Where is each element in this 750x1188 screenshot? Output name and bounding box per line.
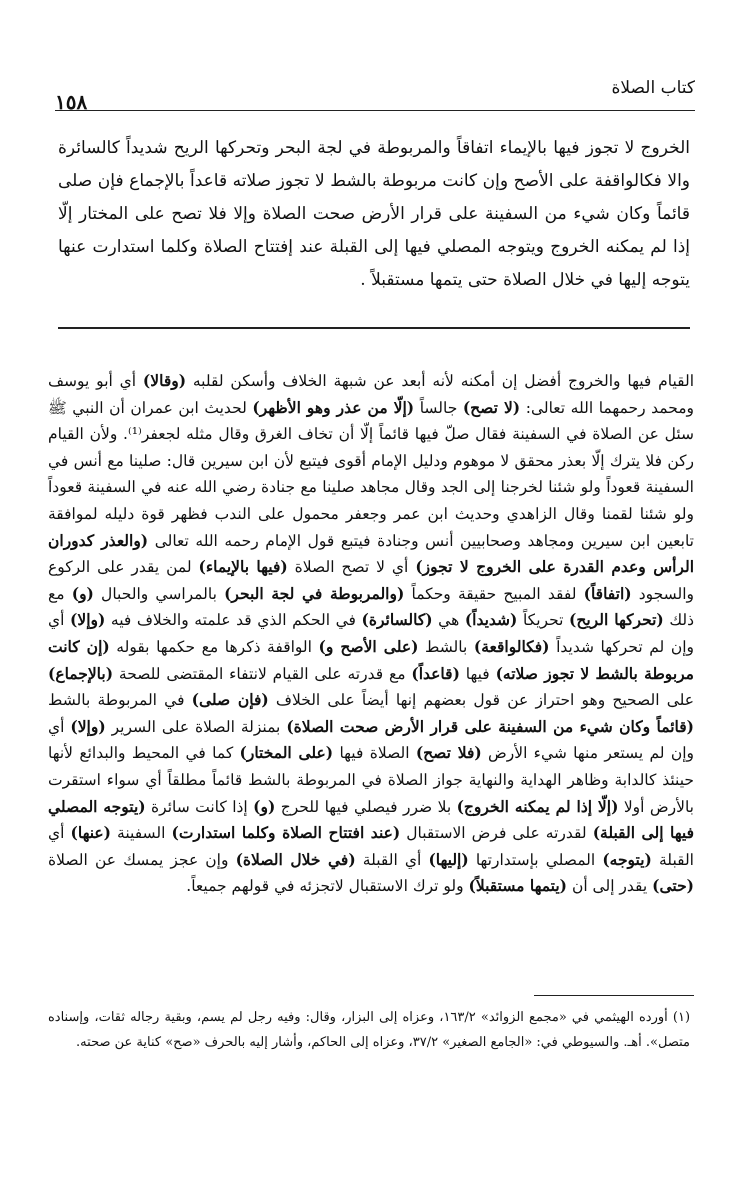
footnote-rule [534, 995, 694, 996]
quoted-matn-text: (فلا تصح) [415, 743, 482, 763]
quoted-matn-text: (تحركها الريح) [569, 610, 664, 630]
commentary-text: أي القبلة [355, 850, 429, 869]
commentary-text: أي القبلة [48, 824, 694, 869]
commentary-text: ولو ترك الاستقبال لاتجزئه في قولهم جميعاً. [186, 877, 469, 896]
commentary-text: وإن عجز يمسك عن الصلاة [48, 850, 236, 869]
quoted-matn-text: (إلّا من عذر وهو الأظهر) [252, 397, 415, 417]
commentary [48, 368, 694, 900]
quoted-matn-text: (على المختار) [239, 743, 334, 763]
commentary-text: على الصحيح وهو احتراز عن قول بعضهم إنها أيضاً على الخلاف [268, 691, 695, 710]
commentary-text: أي أبو يوسف ومحمد رحمهما الله تعالى: [48, 372, 695, 417]
quoted-matn-text: (وقالا) [142, 371, 187, 390]
quoted-matn-text: (يتوجه المصلي فيها إلى القبلة) [48, 796, 694, 843]
commentary-text: هي [432, 611, 465, 630]
main-text [58, 132, 690, 297]
commentary-text: الواقفة ذكرها مع حكمها بقوله [109, 637, 319, 656]
commentary-text: تحريكاً [517, 611, 570, 630]
quoted-matn-text: (اتفاقاً) [583, 583, 632, 603]
commentary-text: مع قدرته على القيام لانتفاء المقتضى للصحة [113, 664, 412, 683]
commentary-text: أي لا تصح الصلاة [287, 558, 416, 577]
commentary-text: الصلاة فيها [333, 744, 416, 763]
quoted-matn-text: (حتى) [652, 876, 694, 896]
commentary-text: جالساً [414, 398, 463, 417]
quoted-matn-text: (على الأصح و) [318, 636, 419, 656]
quoted-matn-text: (في خلال الصلاة) [235, 849, 356, 869]
commentary-text: يقدر إلى أن [567, 877, 653, 896]
commentary-text: لمن يقدر على الركوع والسجود [48, 558, 695, 603]
commentary-text: كما في المحيط والبدائع لأنها حينئذ كالدابة وظاهر الهداية والنهاية جواز الصلاة في المربوطة بالشط قائماً مطلقاً أي سواء استقرت بالأرض أولا [48, 744, 695, 816]
quoted-matn-text: (وإلا) [70, 716, 106, 736]
quoted-matn-text: (كالسائرة) [361, 610, 433, 630]
commentary-text: فيها [459, 664, 496, 683]
quoted-matn-text: (شديداً) [464, 610, 518, 630]
quoted-matn-text: (قائماً وكان شيء من السفينة على قرار الأرض صحت الصلاة) [286, 716, 694, 736]
commentary-text: لفقد المبيح حقيقة وحكماً [404, 584, 584, 603]
quoted-matn-text: (لا تصح) [462, 397, 521, 417]
commentary-paragraph [48, 368, 694, 900]
quoted-matn-text: (والمربوطة في لجة البحر) [224, 583, 405, 603]
commentary-text: لقدرته على فرض الاستقبال [400, 824, 593, 843]
footnote-text: (١) أورده الهيثمي في «مجمع الزوائد» ١٦٣/٢، وعزاه إلى البزار، وقال: وفيه رجل لم يسم، وبقية رجاله ثقات، وإسناده متصل». أهـ. والسيوطي في: «الجامع الصغير» ٣٧/٢، وعزاه إلى الحاكم، وأشار إليه بالحرف «صح» كناية عن صحته. [48, 1010, 691, 1050]
commentary-text: أي وإن لم تحركها شديداً [48, 611, 695, 656]
quoted-matn-text: (و) [71, 583, 94, 603]
quoted-matn-text: (يتوجه) [602, 849, 652, 869]
quoted-matn-text: (يتمها مستقبلاً) [468, 876, 568, 896]
main-text-paragraph: الخروج لا تجوز فيها بالإيماء اتفاقاً والمربوطة في لجة البحر وتحركها الريح شديداً كالسائرة والا فكالواقفة على الأصح وإن كانت مربوطة بالشط لا تجوز صلاته قاعداً بالإجماع فإن صلى قائماً وكان شيء من السفينة على قرار الأرض صحت الصلاة وإلا فلا تصح على المختار إلّا إذا لم يمكنه الخروج ويتوجه المصلي فيها إلى القبلة عند إفتتاح الصلاة وكلما استدارت عنها يتوجه إليها في خلال الصلاة حتى يتمها مستقبلاً . [58, 138, 690, 290]
commentary-text: المصلي بإستدارتها [468, 850, 603, 869]
commentary-text: بمنزلة الصلاة على السرير [105, 717, 287, 736]
footnote [48, 1005, 690, 1055]
quoted-matn-text: (وإلا) [70, 610, 106, 630]
page-header [55, 78, 695, 114]
commentary-text: مع ذلك [48, 584, 695, 630]
quoted-matn-text: (إلّا إذا لم يمكنه الخروج) [456, 796, 619, 816]
quoted-matn-text: (فكالواقعة) [473, 636, 550, 656]
commentary-text: إذا كانت سائرة [145, 797, 254, 816]
commentary-text: في المربوطة بالشط [48, 691, 192, 710]
commentary-text: بلا ضرر فيصلي فيها للحرج [275, 797, 457, 816]
quoted-matn-text: (قاعداً) [411, 663, 460, 683]
quoted-matn-text: (إن كانت مربوطة بالشط لا تجوز صلاته) [48, 636, 694, 683]
commentary-text: أي وإن لم يستعر منها شيء الأرض [48, 717, 694, 763]
book-title: كتاب الصلاة [611, 78, 695, 98]
quoted-matn-text: (عنها) [70, 823, 111, 843]
commentary-text: في الحكم الذي قد علمته والخلاف فيه [105, 611, 362, 630]
quoted-matn-text: (إليها) [428, 849, 469, 869]
commentary-text: القيام فيها والخروج أفضل إن أمكنه لأنه أبعد عن شبهة الخلاف وأسكن لقلبه [186, 372, 694, 390]
section-divider [58, 327, 690, 329]
commentary-text: السفينة [110, 824, 172, 843]
page-number: ١٥٨ [55, 90, 88, 114]
commentary-text: لحديث ابن عمران أن النبي ﷺ سئل عن الصلاة في السفينة فقال صلّ فيها قائماً إلّا أن تخاف الغرق وقال مثله لجعفر⁽¹⁾. ولأن القيام ركن فلا يترك إلّا بعذر محقق لا موهوم ودليل الإمام أقوى فيتبع لأن ابن سيرين قال: صلينا مع أنس في السفينة قعوداً ولو شئنا لخرجنا إلى الجد وقال مجاهد صلينا مع جنادة رضي الله عنه في السفينة قعوداً ولو شئنا لقمنا وقال الزاهدي وحديث ابن عمر وجعفر محمول على الندب فظهر قوة دليله لموافقة تابعين ابن سيرين ومجاهد وصحابيين أنس وجنادة فيتبع قول الإمام رحمه الله تعالى [48, 398, 695, 550]
quoted-matn-text: (فإن صلى) [191, 690, 269, 710]
quoted-matn-text: (عند افتتاح الصلاة وكلما استدارت) [171, 823, 401, 843]
quoted-matn-text: (و) [253, 796, 276, 816]
quoted-matn-text: (فيها بالإيماء) [198, 557, 288, 577]
commentary-text: بالمراسي والحبال [93, 584, 225, 603]
commentary-text: بالشط [418, 637, 474, 656]
quoted-matn-text: (بالإجماع) [48, 663, 114, 683]
header-rule [55, 110, 695, 111]
quoted-matn-text: (والعذر كدوران الرأس وعدم القدرة على الخروج لا تجوز) [48, 530, 695, 577]
